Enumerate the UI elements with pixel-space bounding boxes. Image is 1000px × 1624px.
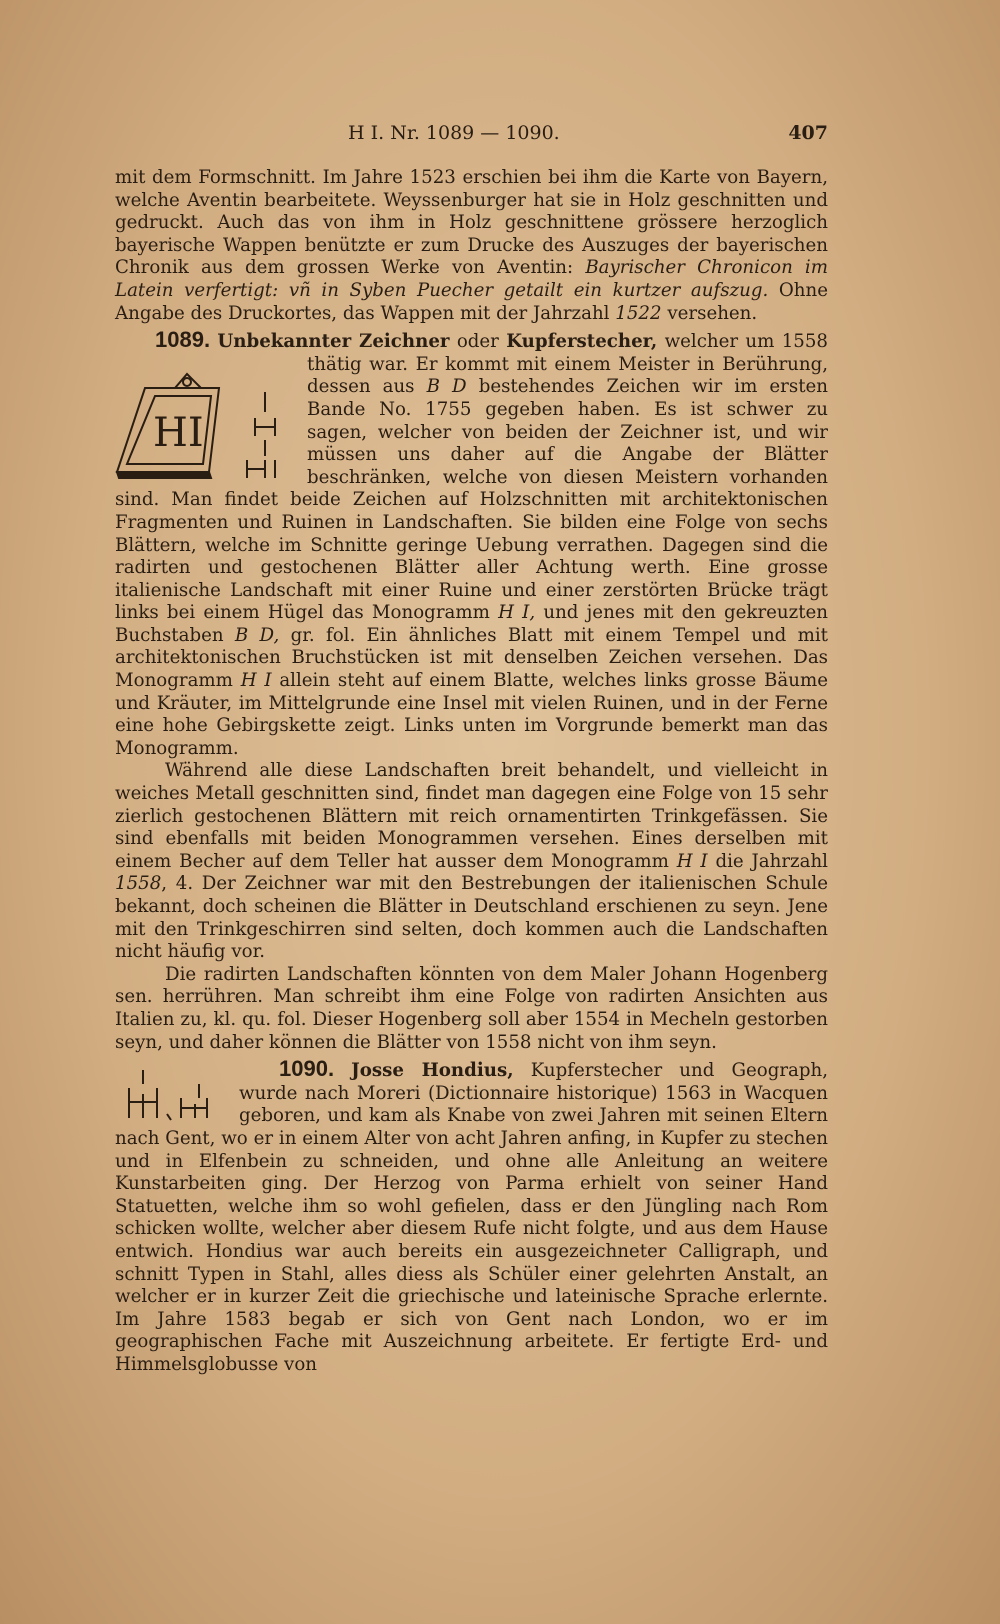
monogram-hi-block-icon (115, 360, 293, 486)
entry-number-1089: 1089. (155, 327, 211, 353)
page-number: 407 (788, 122, 828, 144)
running-title: H I. Nr. 1089 — 1090. (348, 122, 560, 144)
entry-name-1090: Josse Hondius, (351, 1060, 514, 1082)
entry-number-1090: 1090. (279, 1056, 335, 1082)
entry-1089-paragraph-3: Die radirten Landschaften könnten von dem Maler Johann Hogenberg sen. herrühren. Man schreibt ihm eine Folge von radirten Ansichten aus Italien zu, kl. qu. fol. Dieser Hogenberg soll aber 1554 in Mecheln gestorben seyn, und daher können die Blätter von 1558 nicht von ihm seyn. (115, 963, 828, 1053)
entry-1089: 1089. Unbekannter Zeichner oder Kupferstecher, HI welcher um 1558 thätig war. Er kommt mit einem Meister in Berührung, dessen aus B D bestehendes Zeichen wir im ersten Bande No. 1755 gegeben haben. Es ist schwer zu sagen, welcher von beiden der Zeichner ist, und wir müssen uns daher auf die Angabe der Blätter beschränken, welche von diesen Meistern vorhanden sind. Man findet beide Zeichen auf Holzschnitten mit architektonischen Fragmenten und Ruinen in Landschaften. Sie bilden eine Folge von sechs Blättern, welche im Schnitte geringe Uebung verrathen. Dagegen sind die radirten und gestochenen Blätter aller Achtung werth. Eine grosse italienische Landschaft mit einer Ruine und einer zerstörten Brücke trägt links bei einem Hügel das Monogramm H I, und jenes mit den gekreuzten Buchstaben B D, gr. fol. Ein ähnliches Blatt mit einem Tempel und mit architektonischen Bruchstücken ist mit denselben Zeichen versehen. Das Monogramm H I allein steht auf einem Blatte, welches links grosse Bäume und Kräuter, im Mittelgrunde eine Insel mit vielen Ruinen, und in der Ferne eine hohe Gebirgskette zeigt. Links unten im Vorgrunde bemerkt man das Monogramm. (115, 327, 828, 759)
body-text (115, 167, 828, 1376)
svg-text:HI: HI (153, 409, 204, 456)
monogram-hi-pair-icon (115, 1064, 225, 1124)
entry-name-1089: Unbekannter Zeichner (217, 331, 450, 353)
intro-paragraph: mit dem Formschnitt. Im Jahre 1523 erschien bei ihm die Karte von Bayern, welche Aventin bearbeitete. Weyssenburger hat sie in Holz geschnitten und gedruckt. Auch das von ihm in Holz geschnittene grössere herzoglich bayerische Wappen benützte er zum Drucke des Auszuges der bayerischen Chronik aus dem grossen Werke von Aventin: Bayrischer Chronicon im Latein verfertigt: vñ in Syben Puecher getailt ein kurtzer aufszug. Ohne Angabe des Druckortes, das Wappen mit der Jahrzahl 1522 versehen. (115, 167, 828, 324)
entry-1090: 1090. Josse Hondius, Kupferstecher und Geograph, wurde nach Moreri (Dictionnaire historique) 1563 in Wacquen geboren, und kam als Knabe von zwei Jahren mit seinen Eltern nach Gent, wo er in einem Alter von acht Jahren anfing, in Kupfer zu stechen und in Elfenbein zu schneiden, und ohne alle Anleitung an weitere Kunstarbeiten ging. Der Herzog von Parma erhielt von seiner Hand Statuetten, welche ihm so wohl gefielen, dass er den Jüngling nach Rom schicken wollte, welcher aber diesem Rufe nicht folgte, und aus dem Hause entwich. Hondius war auch bereits ein ausgezeichneter Calligraph, und schnitt Typen in Stahl, alles diess als Schüler einer gelehrten Anstalt, an welcher er in kurzer Zeit die griechische und lateinische Sprache erlernte. Im Jahre 1583 begab er sich von Gent nach London, wo er im geographischen Fache mit Auszeichnung arbeitete. Er fertigte Erd- und Himmelsglobusse von (115, 1056, 829, 1375)
page-header (115, 122, 828, 146)
entry-1089-paragraph-2: Während alle diese Landschaften breit behandelt, und vielleicht in weiches Metall geschnitten sind, findet man dagegen eine Folge von 15 sehr zierlich gestochenen Blättern mit reich ornamentirten Trinkgefässen. Sie sind ebenfalls mit beiden Monogrammen versehen. Eines derselben mit einem Becher auf dem Teller hat ausser dem Monogramm H I die Jahrzahl 1558, 4. Der Zeichner war mit den Bestrebungen der italienischen Schule bekannt, doch scheinen die Blätter in Deutschland erschienen zu seyn. Jene mit den Trinkgeschirren sind selten, doch kommen auch die Landschaften nicht häufig vor. (115, 760, 828, 963)
